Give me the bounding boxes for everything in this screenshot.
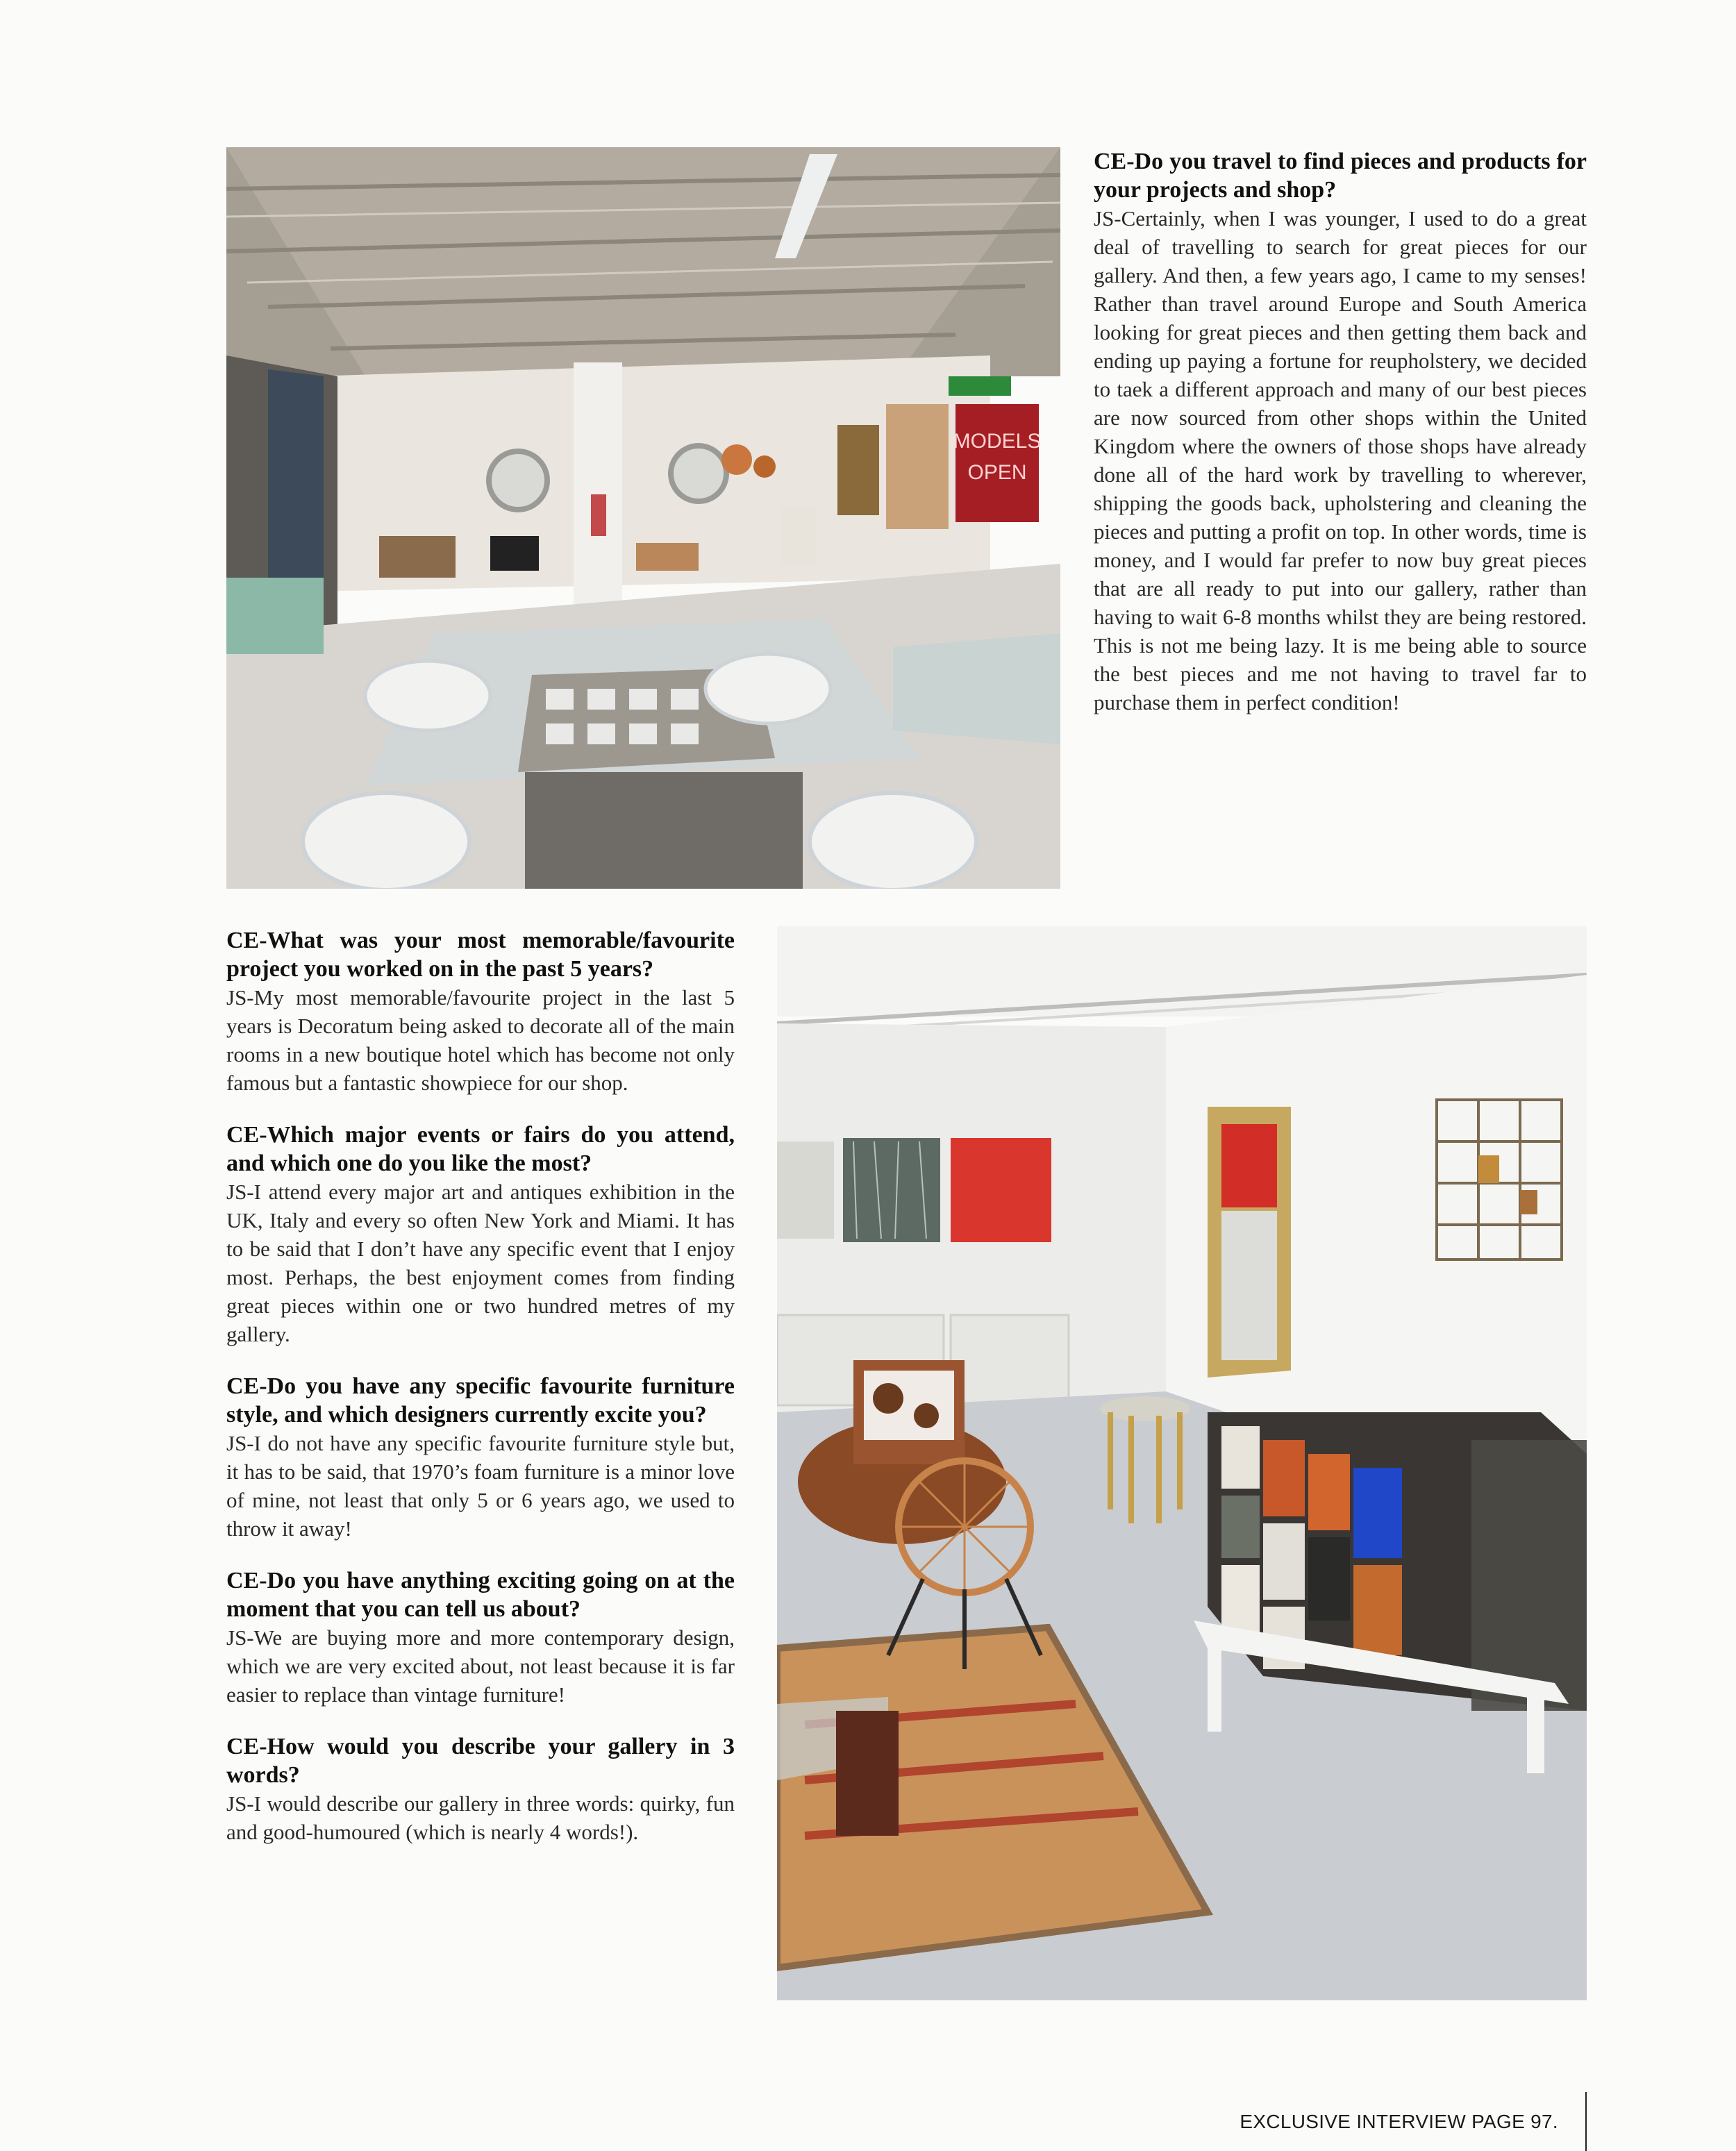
page-footer-label: EXCLUSIVE INTERVIEW PAGE 97. <box>1240 2111 1558 2132</box>
qa-block <box>1094 147 1587 717</box>
neon-sign-line2: OPEN <box>967 461 1027 484</box>
qa-block <box>226 1121 735 1348</box>
gallery-room-photo <box>777 926 1587 2000</box>
answer-paragraph: JS-I would describe our gallery in three words: quirky, fun and good-humoured (which is nearly 4 words!). <box>226 1791 735 1844</box>
question-heading: CE-Which major events or fairs do you attend, and which one do you like the most? <box>226 1122 735 1176</box>
qa-block <box>226 1732 735 1846</box>
neon-sign-line1: MODELS <box>953 430 1042 453</box>
question-heading: CE-How would you describe your gallery in 3 words? <box>226 1734 735 1788</box>
question-heading: CE-What was your most memorable/favourite project you worked on in the past 5 years? <box>226 928 735 982</box>
question-heading: CE-Do you have anything exciting going on at the moment that you can tell us about? <box>226 1568 735 1622</box>
answer-paragraph: JS-My most memorable/favourite project in the last 5 years is Decoratum being asked to decorate all of the main rooms in a new boutique hotel which has become not only famous but a fantastic showpiece for our shop. <box>226 985 735 1095</box>
answer-paragraph: JS-We are buying more and more contemporary design, which we are very excited about, not least because it is far easier to replace than vintage furniture! <box>226 1625 735 1707</box>
answer-paragraph: JS-I do not have any specific favourite furniture style but, it has to be said, that 1970’s foam furniture is a minor love of mine, not least that only 5 or 6 years ago, we used to throw it away! <box>226 1431 735 1541</box>
footer-divider <box>1585 2092 1587 2151</box>
qa-block <box>226 1566 735 1709</box>
question-heading: CE-Do you travel to find pieces and products for your projects and shop? <box>1094 149 1587 203</box>
top-text-column <box>1094 147 1587 740</box>
qa-block <box>226 1372 735 1543</box>
showroom-photo <box>226 147 1060 889</box>
answer-paragraph: JS-I attend every major art and antiques exhibition in the UK, Italy and every so often New York and Miami. It has to be said that I don’t have any specific event that I enjoy most. Perhaps, the best enjoyment comes from finding great pieces within one or two hundred metres of my gallery. <box>226 1180 735 1346</box>
qa-block <box>226 926 735 1097</box>
bottom-text-column <box>226 926 735 1870</box>
answer-paragraph: JS-Certainly, when I was younger, I used to do a great deal of travelling to search for great pieces for our gallery. And then, a few years ago, I came to my senses! Rather than travel around Europe and South America looking for great pieces and then getting them back and ending up paying a fortune for reupholstery, we decided to taek a different approach and many of our best pieces are now sourced from other shops within the United Kingdom where the owners of those shops have already done all of the hard work by travelling to wherever, shipping the goods back, upholstering and cleaning the pieces and putting a profit on top. In other words, time is money, and I would far prefer to now buy great pieces that are all ready to put into our gallery, rather than having to wait 6-8 months whilst they are being restored. This is not me being lazy. It is me being able to source the best pieces and me not having to travel far to purchase them in perfect condition! <box>1094 206 1587 714</box>
question-heading: CE-Do you have any specific favourite furniture style, and which designers currently excite you? <box>226 1373 735 1428</box>
